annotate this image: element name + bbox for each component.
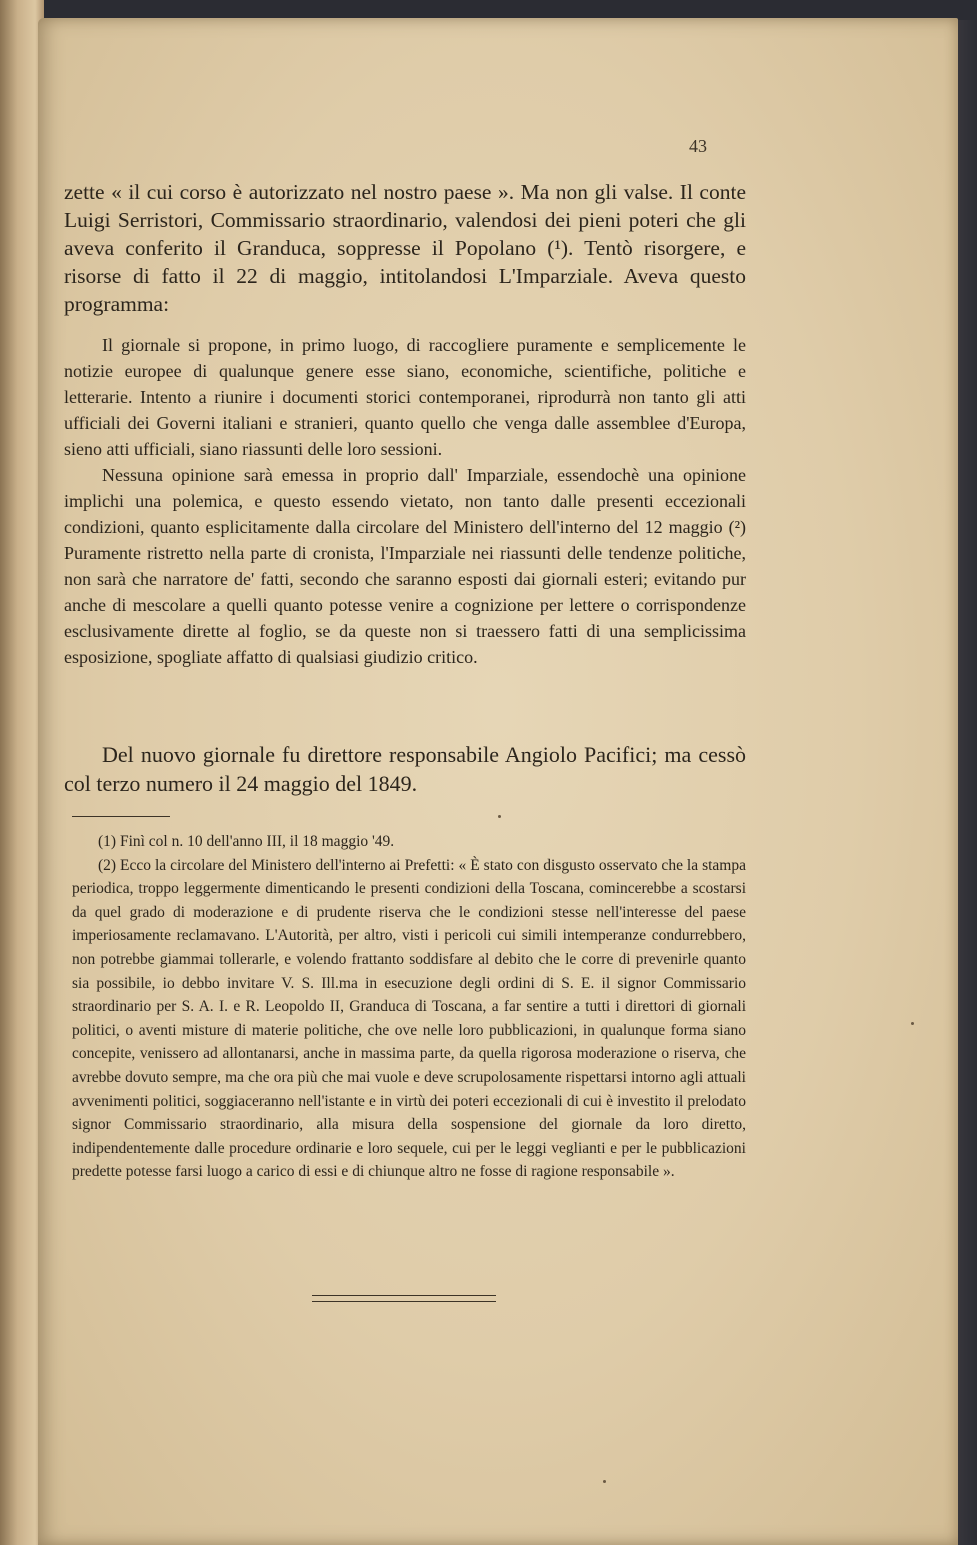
quote-paragraph-2: Nessuna opinione sarà emessa in proprio dall' Imparziale, essendochè una opinione implichi una polemica, e questo essendo vietato, non tanto dalle presenti eccezionali condizioni, quanto esplicitamente dalla circolare del Ministero dell'interno del 12 maggio (²) Puramente ristretto nella parte di cronista, l'Imparziale nei riassunti delle tendenze politiche, non sarà che narratore de' fatti, secondo che saranno esposti dai giornali esteri; evitando pur anche di mescolare a quelli quanto potesse venire a cognizione per lettere o corrispondenze esclusivamente dirette al foglio, se da queste non si traessero fatti di una semplicissima esposizione, spogliate affatto di qualsiasi giudizio critico. [64,465,746,667]
footnotes [72,830,746,1184]
closing-paragraph-block [64,740,746,798]
body-paragraph: zette « il cui corso è autorizzato nel nostro paese ». Ma non gli valse. Il conte Luigi Serristori, Commissario straordinario, valendosi dei pieni poteri che gli aveva conferito il Granduca, soppresse il Popolano (¹). Tentò risorgere, e risorse di fatto il 22 di maggio, intitolandosi L'Imparziale. Aveva questo programma: [64,180,746,316]
footnote-separator [72,816,170,817]
closing-paragraph: Del nuovo giornale fu direttore responsabile Angiolo Pacifici; ma cessò col terzo numero il 24 maggio del 1849. [64,742,746,796]
body-text [64,178,746,318]
end-rule [312,1295,496,1302]
page-number: 43 [689,136,707,156]
footnote-1: (1) Finì col n. 10 dell'anno III, il 18 maggio '49. [98,833,395,850]
ink-speck [911,1022,914,1025]
footnote-2: (2) Ecco la circolare del Ministero dell'interno ai Prefetti: « È stato con disgusto osservato che la stampa periodica, troppo leggermente dimenticando le presenti condizioni della Toscana, comincerebbe a scostarsi da quel grado di moderazione e di prudente riserva che le condizioni stesse nell'interesse del paese imperiosamente reclamavano. L'Autorità, per altro, visti i pericoli cui simili intemperanze condurrebbero, non potrebbe giammai tollerarle, e volendo frattanto soddisfare al debito che le corre di prevenirle quanto sia possibile, io debbo invitare V. S. Ill.ma in esecuzione degli ordini di S. E. il signor Commissario straordinario per S. A. I. e R. Leopoldo II, Granduca di Toscana, a far sentire a tutti i direttori di giornali politici, o aventi misture di materie politiche, che ove nelle loro pubblicazioni, in qualunque forma siano concepite, venissero ad allontanarsi, anche in massima parte, da quella rigorosa moderazione o riserva, che avrebbe dovuto sempre, ma che ora più che mai vuole e deve scrupolosamente rispettarsi intorno agli attuali avvenimenti politici, soggiaceranno nell'istante e in virtù dei poteri eccezionali di cui è investito il prelodato signor Commissario straordinario, alla misura della sospensione del giornale da loro diretto, indipendentemente dalle procedure ordinarie e loro sequele, cui per le leggi veglianti e per le pubblicazioni predette potesse farsi luogo a carico di essi e di chiunque altro ne fosse di ragione responsabile ». [72,856,746,1181]
quoted-programme [64,332,746,670]
ink-speck [603,1480,606,1483]
quote-paragraph-1: Il giornale si propone, in primo luogo, di raccogliere puramente e semplicemente le notizie europee di qualunque genere esse siano, economiche, scientifiche, politiche e letterarie. Intento a riunire i documenti storici contemporanei, riprodurrà non tanto gli atti ufficiali dei Governi italiani e stranieri, quanto quello che venga dalle assemblee d'Europa, sieno atti ufficiali, siano riassunti delle loro sessioni. [64,335,746,459]
ink-speck [498,815,501,818]
